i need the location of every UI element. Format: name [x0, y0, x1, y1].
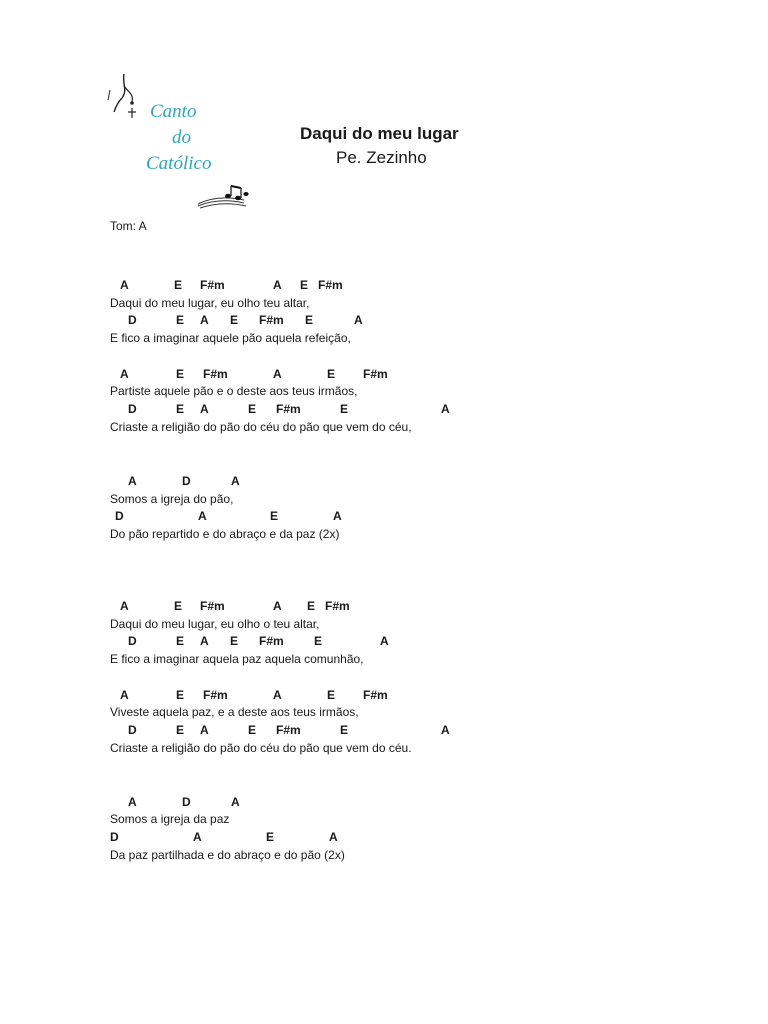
chord: F#m [200, 278, 225, 292]
chord: A [198, 509, 207, 523]
chord: A [333, 509, 342, 523]
chord: E [340, 402, 349, 416]
chord: D [128, 313, 137, 327]
chord: F#m [276, 723, 301, 737]
chord: A [120, 278, 129, 292]
chord: E [176, 723, 185, 737]
chord: E [176, 313, 185, 327]
song-key: Tom: A [110, 219, 147, 233]
chord: A [231, 795, 240, 809]
chord: A [120, 599, 129, 613]
chord: A [273, 367, 282, 381]
chord: F#m [259, 634, 284, 648]
chord: E [230, 313, 239, 327]
chord: A [273, 278, 282, 292]
lyric-line: Viveste aquela paz, e a deste aos teus irmãos, [110, 705, 359, 719]
chord: E [327, 688, 336, 702]
logo-line-3: Católico [146, 153, 212, 174]
rosary-icon [104, 72, 144, 122]
chord: D [182, 795, 191, 809]
chord: A [120, 688, 129, 702]
chord: F#m [363, 367, 388, 381]
chord: F#m [259, 313, 284, 327]
chord: E [305, 313, 314, 327]
chord: A [273, 688, 282, 702]
chord: A [128, 795, 137, 809]
logo-line-2: do [172, 127, 191, 148]
chord: A [273, 599, 282, 613]
chord: E [307, 599, 316, 613]
lyric-line: Do pão repartido e do abraço e da paz (2x) [110, 527, 340, 541]
lyric-line: Somos a igreja da paz [110, 812, 230, 826]
chord: D [182, 474, 191, 488]
chord: A [200, 313, 209, 327]
lyric-line: Criaste a religião do pão do céu do pão que vem do céu, [110, 420, 412, 434]
chord: E [327, 367, 336, 381]
chord: E [248, 723, 257, 737]
lyric-line: Somos a igreja do pão, [110, 492, 234, 506]
chord: D [128, 723, 137, 737]
chord: D [128, 402, 137, 416]
chord: E [248, 402, 257, 416]
lyric-line: Criaste a religião do pão do céu do pão que vem do céu. [110, 741, 412, 755]
song-title: Daqui do meu lugar [300, 124, 459, 143]
lyric-line: E fico a imaginar aquele pão aquela refeição, [110, 331, 351, 345]
canto-do-catolico-logo [104, 72, 254, 212]
chord: E [176, 367, 185, 381]
chord: A [200, 634, 209, 648]
chord: E [174, 278, 183, 292]
chord: F#m [318, 278, 343, 292]
chord: E [314, 634, 323, 648]
music-notes-icon [196, 184, 252, 210]
chord: E [176, 402, 185, 416]
chord: A [200, 402, 209, 416]
chord: E [340, 723, 349, 737]
lyric-line: Da paz partilhada e do abraço e do pão (2x) [110, 848, 345, 862]
song-author: Pe. Zezinho [336, 148, 427, 167]
chord: E [266, 830, 275, 844]
chord: A [231, 474, 240, 488]
chord: A [329, 830, 338, 844]
chord: F#m [203, 367, 228, 381]
chord: A [354, 313, 363, 327]
chord: D [115, 509, 124, 523]
chord: F#m [200, 599, 225, 613]
chord: E [230, 634, 239, 648]
chord: E [174, 599, 183, 613]
chord: F#m [325, 599, 350, 613]
chord: A [380, 634, 389, 648]
chord: A [441, 723, 450, 737]
chord: A [200, 723, 209, 737]
chord: A [120, 367, 129, 381]
chord: A [128, 474, 137, 488]
chord: D [128, 634, 137, 648]
lyric-line: Daqui do meu lugar, eu olho o teu altar, [110, 617, 320, 631]
chord: D [110, 830, 119, 844]
chord: A [193, 830, 202, 844]
logo-line-1: Canto [150, 101, 197, 122]
lyric-line: Partiste aquele pão e o deste aos teus irmãos, [110, 384, 358, 398]
lyric-line: E fico a imaginar aquela paz aquela comunhão, [110, 652, 364, 666]
chord: E [300, 278, 309, 292]
chord: E [176, 634, 185, 648]
chord: A [441, 402, 450, 416]
chord: E [176, 688, 185, 702]
lyric-line: Daqui do meu lugar, eu olho teu altar, [110, 296, 310, 310]
chord: E [270, 509, 279, 523]
chord: F#m [276, 402, 301, 416]
chord: F#m [203, 688, 228, 702]
chord: F#m [363, 688, 388, 702]
